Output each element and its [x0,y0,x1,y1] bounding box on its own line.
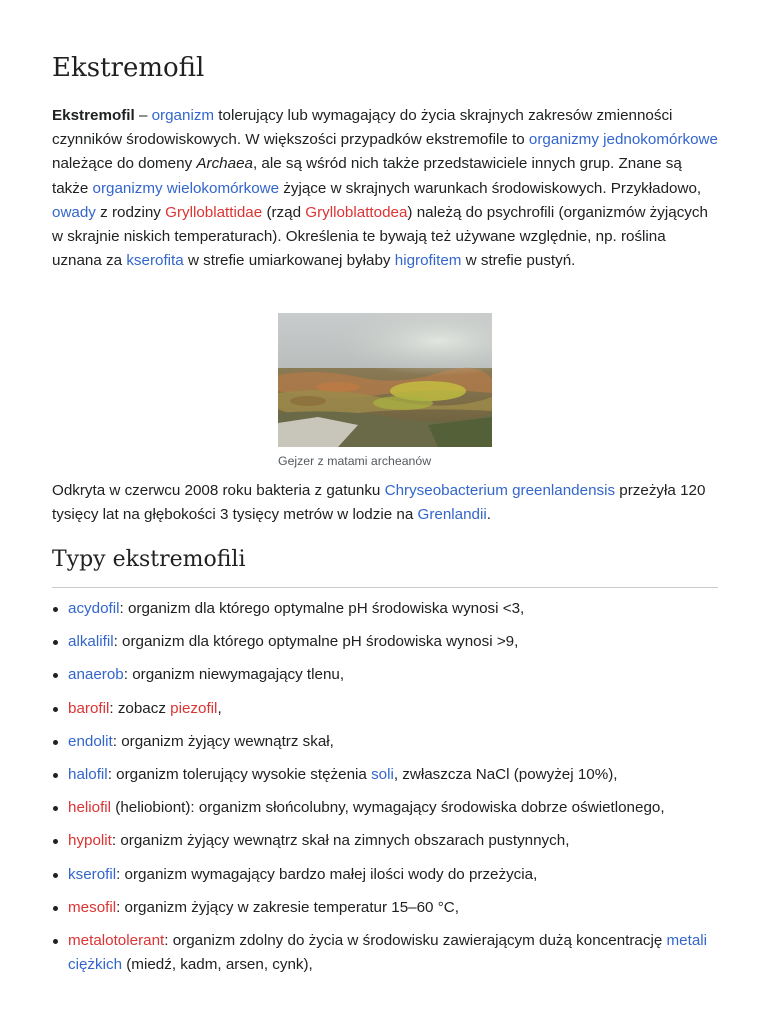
item-text: , [217,699,222,717]
item-text: : organizm żyjący wewnątrz skał, [112,732,334,750]
item-text: : organizm zdolny do życia w środowisku zawierającym dużą koncentrację [164,931,667,949]
intro-term: Ekstremofil [52,107,135,124]
geyser-photo[interactable] [278,313,492,447]
link-hypolit[interactable]: hypolit [68,832,112,850]
archaea-term: Archaea [196,155,253,173]
item-text: : organizm wymagający bardzo małej ilości wody do przeżycia, [116,865,538,883]
list-item [52,929,718,978]
figure-caption: Gejzer z matami archeanów [278,454,432,468]
link-piezofil[interactable]: piezofil [170,699,218,717]
para-text: przeżyła 120 tysięcy lat na głębokości 3 tysięcy metrów w lodzie na [52,482,706,524]
intro-text: ) należą do psychrofili (organizmów żyjących w skrajnie niskich temperaturach). Określenia te bywają też używane względnie, np. roślina uznana za [52,203,708,270]
link-grylloblattodea[interactable]: Grylloblattodea [305,203,408,221]
para-text: . [486,506,491,524]
link-alkalifil[interactable]: alkalifil [68,633,114,651]
section-heading-types: Typy ekstremofili [52,543,718,588]
link-endolit[interactable]: endolit [68,732,113,750]
bullet [53,906,58,911]
link-metale-ciezkie[interactable]: metali ciężkich [68,931,708,974]
bullet [53,707,58,712]
list-item [52,863,718,888]
list-item [52,597,718,622]
item-text: : organizm tolerujący wysokie stężenia [107,765,372,783]
page-title: Ekstremofil [52,53,205,83]
intro-text: należące do domeny [52,155,197,173]
para-text: Odkryta w czerwcu 2008 roku bakteria z gatunku [52,482,385,499]
bullet [53,873,58,878]
link-heliofil[interactable]: heliofil [68,799,112,817]
bullet [53,607,58,612]
list-item [52,697,718,722]
bullet [53,939,58,944]
link-grenlandia[interactable]: Grenlandii [417,506,487,524]
link-kserofita[interactable]: kserofita [126,252,184,270]
intro-text: z rodziny [95,203,166,221]
item-text: : organizm dla którego optymalne pH środowiska wynosi <3, [119,600,525,617]
discovery-paragraph [52,479,718,527]
bullet [53,640,58,645]
link-mesofil[interactable]: mesofil [68,898,117,916]
intro-text: tolerujący lub wymagający do życia skrajnych zakresów zmienności czynników środowiskowych. W większości przypadków ekstremofile to [52,107,673,149]
link-higrofitem[interactable]: higrofitem [394,252,462,270]
link-owady[interactable]: owady [52,203,96,221]
intro-text: w strefie umiarkowanej byłaby [183,252,395,270]
item-text: , zwłaszcza NaCl (powyżej 10%), [393,765,618,783]
item-text: : zobacz [109,699,171,717]
intro-text: żyjące w skrajnych warunkach środowiskowych. Przykładowo, [279,179,702,197]
link-grylloblattidae[interactable]: Grylloblattidae [165,203,263,221]
link-organizm[interactable]: organizm [151,107,215,124]
list-item [52,896,718,921]
bullet [53,806,58,811]
list-item [52,730,718,755]
geyser-figure [278,313,492,469]
link-acydofil[interactable]: acydofil [68,600,120,617]
link-chryseobacterium[interactable]: Chryseobacterium greenlandensis [384,482,616,499]
item-text: (heliobiont): organizm słońcolubny, wymagający środowiska dobrze oświetlonego, [111,799,665,817]
item-text: : organizm żyjący w zakresie temperatur 15–60 °C, [116,898,459,916]
bullet [53,773,58,778]
list-item [52,763,718,788]
intro-text: w strefie pustyń. [461,252,576,270]
link-kserofil[interactable]: kserofil [68,865,117,883]
bullet [53,839,58,844]
link-organizmy-jednokomorkowe[interactable]: organizmy jednokomórkowe [528,131,718,149]
types-list [52,597,718,987]
intro-paragraph [52,104,718,273]
item-text: (miedź, kadm, arsen, cynk), [122,956,313,974]
intro-text: – [134,107,152,124]
item-text: : organizm niewymagający tlenu, [123,666,345,684]
link-halofil[interactable]: halofil [68,765,108,783]
link-soli[interactable]: soli [371,765,394,783]
intro-text: (rząd [262,203,306,221]
list-item [52,663,718,688]
list-item [52,829,718,854]
link-barofil[interactable]: barofil [68,699,110,717]
list-item [52,796,718,821]
item-text: : organizm dla którego optymalne pH środowiska wynosi >9, [113,633,519,651]
link-organizmy-wielokomorkowe[interactable]: organizmy wielokomórkowe [92,179,280,197]
intro-text: , ale są wśród nich także przedstawiciele innych grup. Znane są także [52,155,682,197]
bullet [53,673,58,678]
link-anaerob[interactable]: anaerob [68,666,124,684]
item-text: : organizm żyjący wewnątrz skał na zimnych obszarach pustynnych, [111,832,570,850]
list-item [52,630,718,655]
link-metalotolerant[interactable]: metalotolerant [68,931,165,949]
bullet [53,740,58,745]
